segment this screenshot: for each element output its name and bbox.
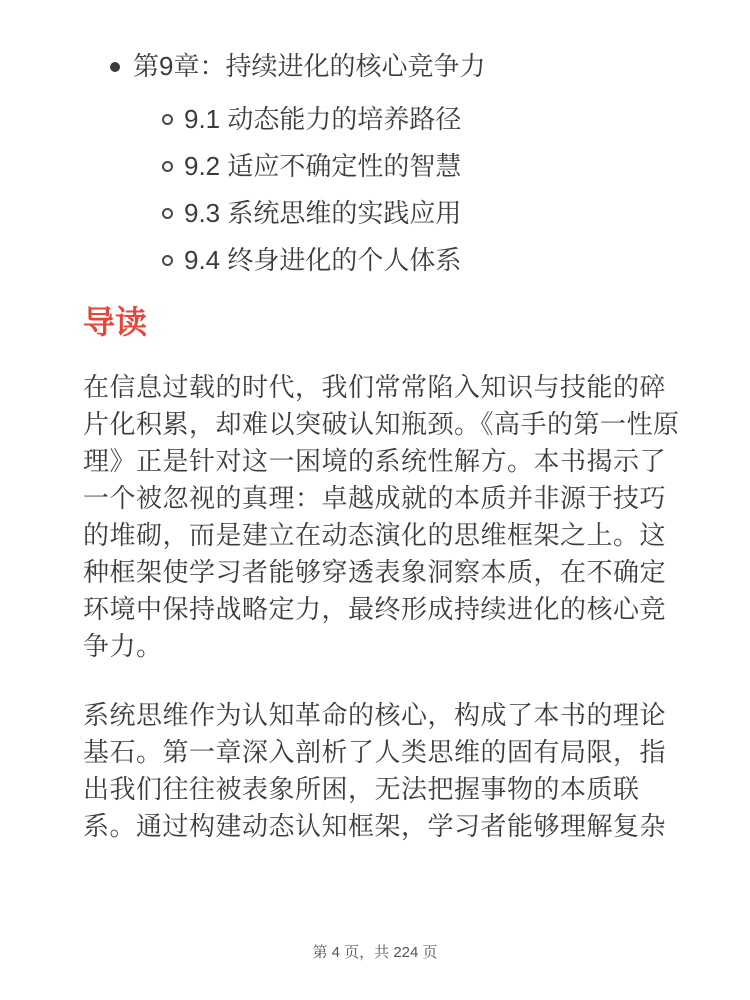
toc-chapter-item — [110, 48, 683, 85]
toc-section-label: 9.1 动态能力的培养路径 — [184, 104, 462, 134]
body-paragraph: 在信息过载的时代，我们常常陷入知识与技能的碎片化积累，却难以突破认知瓶颈。《高手的第一性原理》正是针对这一困境的系统性解方。本书揭示了一个被忽视的真理：卓越成就的本质并非源于技巧的堆砌，而是建立在动态演化的思维框架之上。这种框架使学习者能够穿透表象洞察本质，在不确定环境中保持战略定力，最终形成持续进化的核心竞争力。 — [83, 372, 680, 661]
toc-section-label: 9.4 终身进化的个人体系 — [184, 245, 462, 275]
toc-section-item — [162, 148, 683, 185]
document-content — [83, 48, 683, 845]
toc-chapter-label: 第9章：持续进化的核心竞争力 — [133, 51, 486, 81]
circle-bullet-icon — [162, 255, 173, 266]
toc-section-label: 9.3 系统思维的实践应用 — [184, 198, 462, 228]
toc-section-item — [162, 101, 683, 138]
toc-section-list — [162, 101, 683, 279]
section-heading: 导读 — [83, 304, 148, 340]
body-paragraph: 系统思维作为认知革命的核心，构成了本书的理论基石。第一章深入剖析了人类思维的固有局限，指出我们往往被表象所困，无法把握事物的本质联系。通过构建动态认知框架，学习者能够理解复杂 — [83, 700, 667, 841]
disc-bullet-icon — [110, 62, 120, 72]
toc-section-item — [162, 195, 683, 232]
circle-bullet-icon — [162, 161, 173, 172]
toc-list — [83, 48, 683, 279]
circle-bullet-icon — [162, 114, 173, 125]
toc-section-label: 9.2 适应不确定性的智慧 — [184, 151, 462, 181]
page-indicator: 第 4 页，共 224 页 — [312, 944, 438, 961]
circle-bullet-icon — [162, 208, 173, 219]
toc-section-item — [162, 242, 683, 279]
